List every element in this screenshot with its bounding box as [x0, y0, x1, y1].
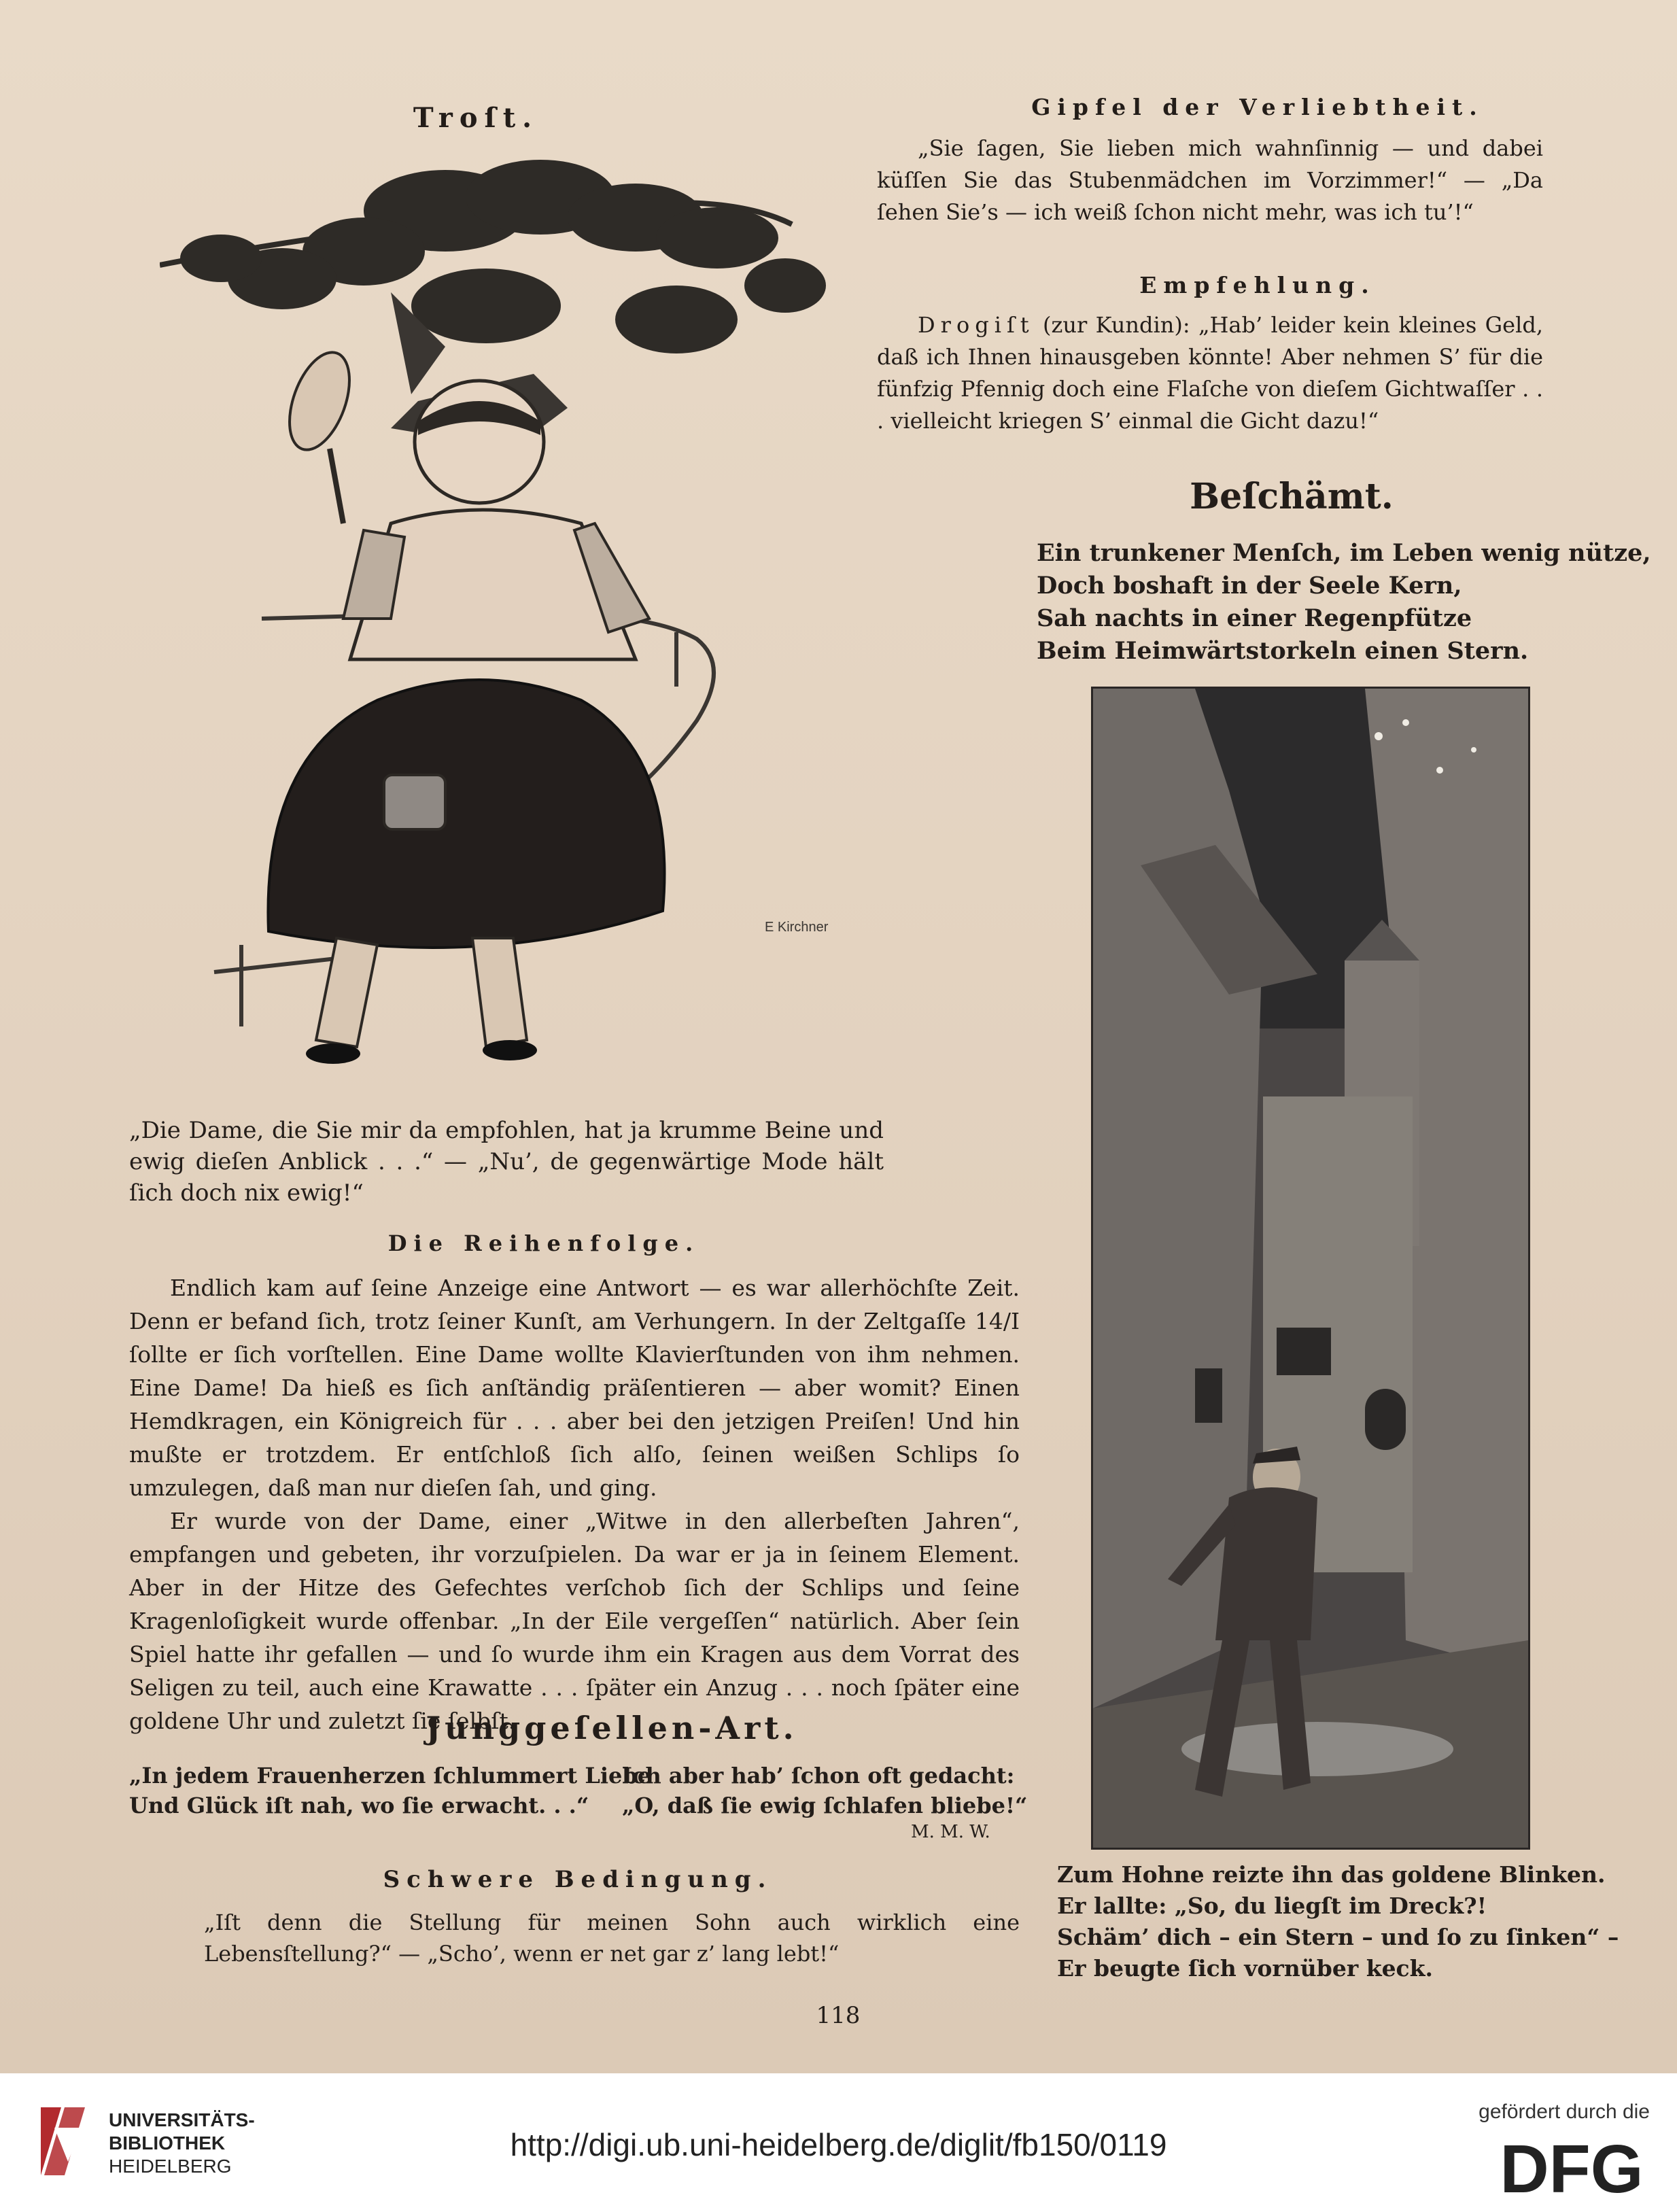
- trost-caption: „Die Dame, die Sie mir da empfohlen, hat ja krumme Beine und ewig dieſen Anblick . . .“ — „Nu’, de gegenwärtige Mode hält ſich doch nix ewig!“: [129, 1117, 884, 1207]
- dfg-logo-icon: [1493, 2128, 1650, 2202]
- junggesellen-verse-left: „In jedem Frauenherzen ſchlummert Liebe Und Glück iſt nah, wo ſie erwacht. . .“: [129, 1763, 652, 1818]
- beschaemt-verse-bottom: Zum Hohne reizte ihn das goldene Blinken. Er lallte: „So, du liegſt im Dreck?! Schäm’ dich – ein Stern – und ſo zu ſinken“ – Er beugte ſich vornüber keck.: [1057, 1861, 1619, 1982]
- university-name: UNIVERSITÄTS- BIBLIOTHEK HEIDELBERG: [109, 2109, 255, 2177]
- gipfel-title: Gipfel der Verliebtheit.: [1031, 94, 1484, 120]
- junggesellen-verse-right: Ich aber hab’ ſchon oft gedacht: „O, daß ſie ewig ſchlafen bliebe!“: [622, 1763, 1028, 1818]
- bedingung-title: Schwere Bedingung.: [383, 1866, 773, 1893]
- permalink-url[interactable]: http://digi.ub.uni-heidelberg.de/diglit/fb150/0119: [510, 2127, 1167, 2162]
- reihenfolge-text: [129, 1271, 1020, 1738]
- bedingung-text: „Iſt denn die Stellung für meinen Sohn auch wirklich eine Lebensſtellung?“ — „Scho’, wenn er net gar z’ lang lebt!“: [204, 1909, 1020, 1967]
- tree-branch: [160, 160, 826, 353]
- junggesellen-title: Junggeſellen-Art.: [426, 1710, 798, 1746]
- street-night-illustration: [1091, 687, 1530, 1850]
- reihenfolge-title: Die Reihenfolge.: [387, 1230, 700, 1256]
- trost-title: Troſt.: [413, 102, 539, 134]
- beschaemt-title: Beſchämt.: [1190, 476, 1394, 517]
- support-label: gefördert durch die: [1479, 2101, 1650, 2123]
- library-footer: [0, 2073, 1677, 2212]
- empfehlung-title: Empfehlung.: [1139, 272, 1376, 298]
- lady-figure: [268, 292, 664, 1064]
- empfehlung-text: Drogiſt (zur Kundin): „Hab’ leider kein kleines Geld, daß ich Ihnen hinausgeben könnte! Aber nehmen S’ für die fünfzig Pfennig doch eine Flaſche von dieſem Gichtwaſſer . . . vielleicht kriegen S’ einmal die Gicht dazu!“: [877, 312, 1543, 434]
- reihenfolge-paragraph-1: Endlich kam auf ſeine Anzeige eine Antwort — es war allerhöchſte Zeit. Denn er befand ſich, trotz ſeiner Kunſt, am Verhungern. In der Zeltgaſſe 14/I ſollte er ſich vorſtellen. Eine Dame wollte Klavierſtunden von ihm nehmen. Eine Dame! Da hieß es ſich anſtändig präſentieren — aber womit? Einen Hemdkragen, ein Königreich für . . . aber bei den jetzigen Preiſen! Und hin mußte er trotzdem. Er entſchloß ſich alſo, ſeinen weißen Schlips ſo umzulegen, daß man nur dieſen ſah, und ging.: [129, 1275, 1020, 1501]
- page-number: 118: [816, 2002, 861, 2029]
- dfg-logo-text: DFG: [1500, 2131, 1644, 2202]
- lady-illustration: [160, 143, 894, 1094]
- artist-signature: E Kirchner: [765, 920, 829, 935]
- beschaemt-verse-top: Ein trunkener Menſch, im Leben wenig nütze, Doch boshaft in der Seele Kern, Sah nachts in einer Regenpfütze Beim Heimwärtstorkeln einen Stern.: [1037, 539, 1651, 665]
- junggesellen-signature: M. M. W.: [911, 1822, 990, 1842]
- gipfel-text: „Sie ſagen, Sie lieben mich wahnſinnig — und dabei küſſen Sie das Stubenmädchen im Vorzimmer!“ — „Da ſehen Sie’s — ich weiß ſchon nicht mehr, was ich tu’!“: [877, 135, 1543, 225]
- reihenfolge-paragraph-2: Er wurde von der Dame, einer „Witwe in den allerbeſten Jahren“, empfangen und gebeten, ihr vorzuſpielen. Da war er ja in ſeinem Element. Aber in der Hitze des Gefechtes verſchob ſich der Schlips und ſeine Kragenloſigkeit wurde offenbar. „In der Eile vergeſſen“ natürlich. Aber ſein Spiel hatte ihr gefallen — und ſo wurde ihm ein Kragen aus dem Vorrat des Seligen zu teil, auch eine Krawatte . . . ſpäter ein Anzug . . . noch ſpäter eine goldene Uhr und zuletzt ſie ſelbſt.: [129, 1508, 1020, 1734]
